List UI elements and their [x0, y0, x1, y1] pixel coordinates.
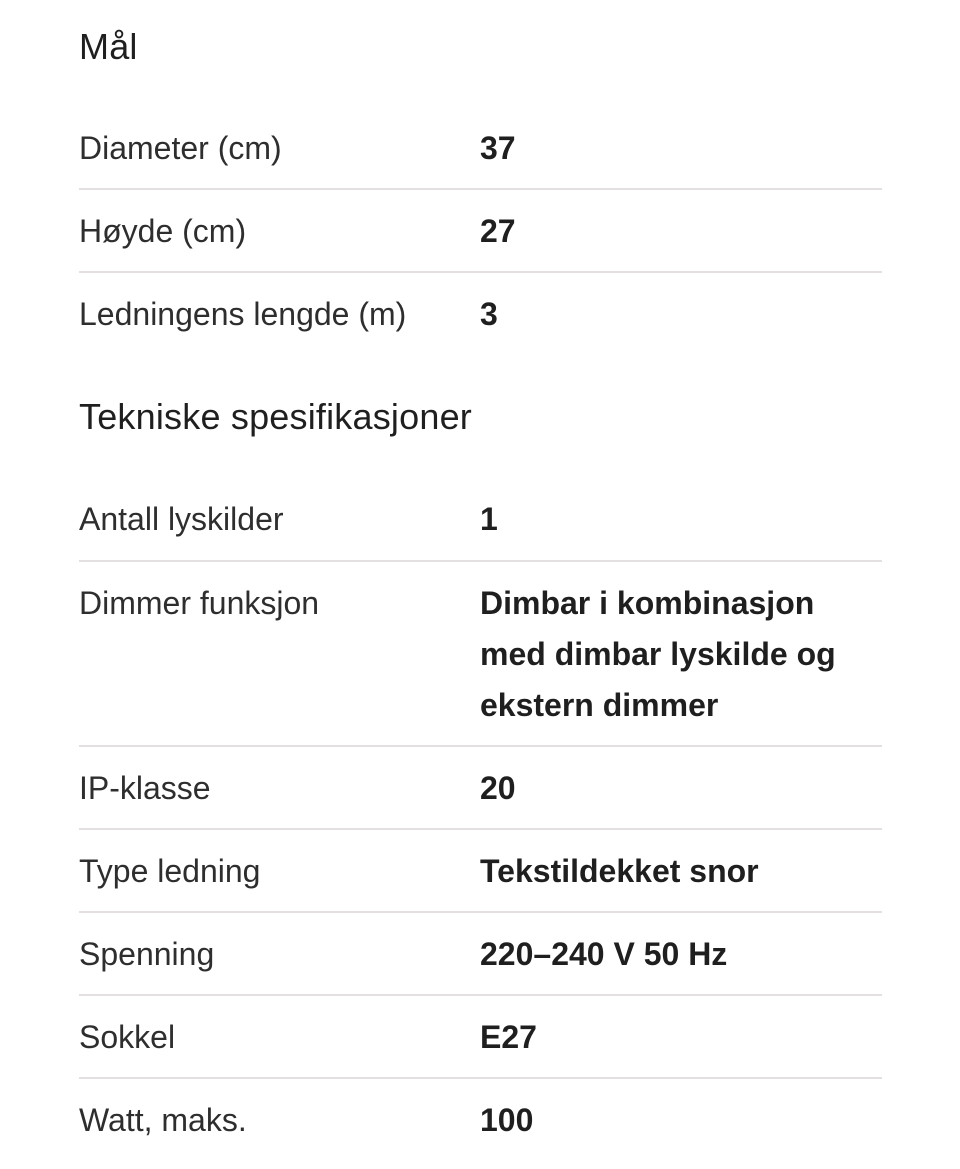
spec-label: Spenning: [79, 936, 215, 972]
spec-row-ip-class: [79, 747, 882, 830]
spec-label: IP-klasse: [79, 770, 211, 806]
section-title-technical-specifications: Tekniske spesifikasjoner: [79, 396, 472, 437]
spec-label: Diameter (cm): [79, 130, 282, 166]
spec-row-light-sources: [79, 499, 882, 562]
spec-label: Type ledning: [79, 853, 261, 889]
dimensions-table: [79, 128, 882, 356]
spec-row-cord-length: [79, 273, 882, 356]
spec-row-diameter: [79, 128, 882, 190]
spec-value: Tekstildekket snor: [480, 853, 759, 889]
spec-value: 3: [480, 296, 498, 332]
spec-label: Ledningens lengde (m): [79, 296, 407, 332]
section-title-dimensions: Mål: [79, 26, 138, 67]
spec-row-voltage: [79, 913, 882, 996]
spec-label: Watt, maks.: [79, 1102, 247, 1138]
spec-value: 37: [480, 130, 516, 166]
spec-value: E27: [480, 1019, 537, 1055]
spec-label: Antall lyskilder: [79, 501, 284, 537]
spec-row-dimmer-function: [79, 562, 882, 747]
spec-value: 100: [480, 1102, 534, 1138]
spec-value: 1: [480, 501, 498, 537]
spec-value: 20: [480, 770, 516, 806]
spec-row-height: [79, 190, 882, 273]
spec-label: Sokkel: [79, 1019, 176, 1055]
spec-row-cord-type: [79, 830, 882, 913]
spec-row-socket: [79, 996, 882, 1079]
spec-label: Høyde (cm): [79, 213, 247, 249]
spec-value: 27: [480, 213, 516, 249]
spec-label: Dimmer funksjon: [79, 585, 320, 621]
spec-value: Dimbar i kombinasjon med dimbar lyskilde og ekstern dimmer: [480, 585, 836, 723]
technical-specifications-table: [79, 499, 882, 1159]
spec-value: 220–240 V 50 Hz: [480, 936, 728, 972]
spec-row-max-watt: [79, 1079, 882, 1159]
